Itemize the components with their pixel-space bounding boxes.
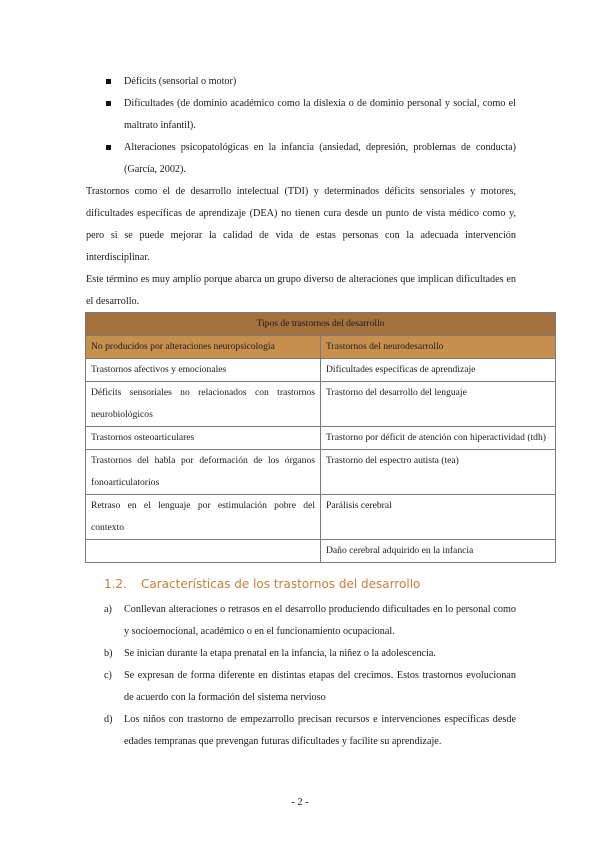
list-text: Se expresan de forma diferente en distintas etapas del crecimos. Estos trastornos evolucionan de acuerdo con la formación del sistema nervioso <box>124 670 516 703</box>
table-cell: Trastornos osteoarticulares <box>86 427 321 450</box>
table-cell: Parálisis cerebral <box>321 495 556 540</box>
table-row <box>86 382 556 427</box>
square-bullet-icon <box>106 101 111 106</box>
column-header: Trastornos del neurodesarrollo <box>321 336 556 359</box>
list-item <box>104 599 516 643</box>
bullet-item <box>104 93 516 137</box>
list-marker: a) <box>104 604 112 615</box>
list-item <box>104 643 516 665</box>
bullet-text: Dificultades (de dominio académico como la dislexia o de dominio personal y social, como el maltrato infantil). <box>124 98 516 131</box>
table-cell: Trastorno por déficit de atención con hiperactividad (tdh) <box>321 427 556 450</box>
table-row <box>86 450 556 495</box>
table-cell: Retraso en el lenguaje por estimulación pobre del contexto <box>86 495 321 540</box>
list-item <box>104 665 516 709</box>
list-item <box>104 709 516 753</box>
table-cell <box>86 540 321 563</box>
table-cell: Trastorno del espectro autista (tea) <box>321 450 556 495</box>
table-title: Tipos de trastornos del desarrollo <box>86 313 556 336</box>
table-row <box>86 540 556 563</box>
list-text: Se inician durante la etapa prenatal en la infancia, la niñez o la adolescencia. <box>124 648 436 659</box>
table-cell: Trastorno del desarrollo del lenguaje <box>321 382 556 427</box>
table-cell: Trastornos afectivos y emocionales <box>86 359 321 382</box>
bullet-item <box>104 137 516 181</box>
square-bullet-icon <box>106 79 111 84</box>
bullet-item <box>104 71 516 93</box>
square-bullet-icon <box>106 145 111 150</box>
bullet-text: Alteraciones psicopatológicas en la infancia (ansiedad, depresión, problemas de conducta) (García, 2002). <box>124 142 516 175</box>
paragraph-tdi: Trastornos como el de desarrollo intelectual (TDI) y determinados déficits sensoriales y motores, dificultades específicas de aprendizaje (DEA) no tienen cura desde un punto de vista médico como y, pero si se puede mejorar la calidad de vida de estas personas con la adecuada intervención interdisciplinar. <box>86 186 516 263</box>
section-number: 1.2. <box>104 577 127 591</box>
table-row <box>86 495 556 540</box>
table-cell: Trastornos del habla por deformación de los órganos fonoarticulatorios <box>86 450 321 495</box>
table-cell: Dificultades específicas de aprendizaje <box>321 359 556 382</box>
section-title: Características de los trastornos del desarrollo <box>141 577 421 591</box>
table-cell: Déficits sensoriales no relacionados con trastornos neurobiológicos <box>86 382 321 427</box>
table-row <box>86 427 556 450</box>
column-header: No producidos por alteraciones neuropsicología <box>86 336 321 359</box>
page-number: - 2 - <box>291 797 309 808</box>
table-row <box>86 359 556 382</box>
list-marker: c) <box>104 670 112 681</box>
section-heading <box>104 577 420 591</box>
paragraph-termino: Este término es muy amplio porque abarca un grupo diverso de alteraciones que implican dificultades en el desarrollo. <box>86 274 516 307</box>
table-cell: Daño cerebral adquirido en la infancia <box>321 540 556 563</box>
list-marker: d) <box>104 714 113 725</box>
list-marker: b) <box>104 648 113 659</box>
bullet-text: Déficits (sensorial o motor) <box>124 76 237 87</box>
bullet-list <box>104 71 516 181</box>
disorders-table <box>85 312 556 563</box>
characteristics-list <box>104 599 516 753</box>
list-text: Los niños con trastorno de empezarrollo precisan recursos e intervenciones específicas desde edades tempranas que prevengan futuras dificultades y facilite su aprendizaje. <box>124 714 516 747</box>
list-text: Conllevan alteraciones o retrasos en el desarrollo produciendo dificultades en lo personal como y socioemocional, académico o en el funcionamiento ocupacional. <box>124 604 516 637</box>
